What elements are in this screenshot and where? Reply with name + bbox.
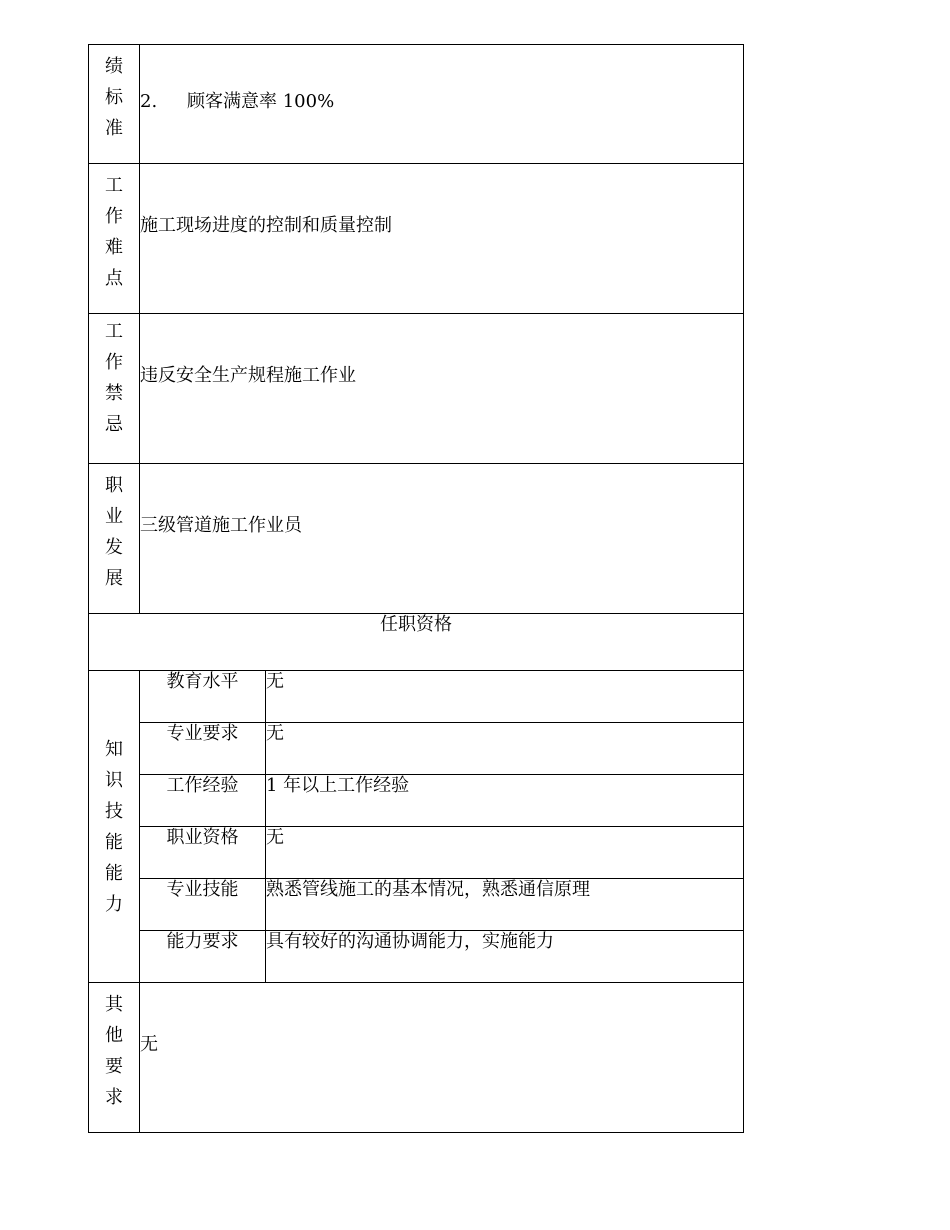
career-development-label-text: 职业发展 <box>105 475 123 589</box>
row-other-requirements <box>89 983 744 1133</box>
other-requirements-content <box>140 983 744 1133</box>
qualification-item-row <box>89 671 744 723</box>
job-description-sheet <box>88 44 743 1138</box>
professional-skill-label: 专业技能 <box>140 879 266 931</box>
qualification-item-row <box>89 931 744 983</box>
education-level-label: 教育水平 <box>140 671 266 723</box>
work-taboo-label-text: 工作禁忌 <box>105 321 123 435</box>
qualification-item-row <box>89 827 744 879</box>
other-requirements-text: 无 <box>140 1033 158 1055</box>
knowledge-skills-label-text: 知识技能能力 <box>105 738 123 915</box>
professional-skill-value: 熟悉管线施工的基本情况，熟悉通信原理 <box>266 879 744 931</box>
work-taboo-label <box>89 314 140 464</box>
major-requirement-label: 专业要求 <box>140 723 266 775</box>
qualification-title: 任职资格 <box>89 614 744 671</box>
work-difficulty-text: 施工现场进度的控制和质量控制 <box>140 214 392 236</box>
row-qualification-title <box>89 614 744 671</box>
performance-standard-number: 2. <box>140 91 158 113</box>
qualification-item-row <box>89 723 744 775</box>
career-development-label <box>89 464 140 614</box>
performance-standard-content <box>140 45 744 164</box>
professional-qualification-value: 无 <box>266 827 744 879</box>
work-difficulty-label <box>89 164 140 314</box>
other-requirements-label <box>89 983 140 1133</box>
knowledge-skills-label <box>89 671 140 983</box>
career-development-text: 三级管道施工作业员 <box>140 514 302 536</box>
work-experience-label: 工作经验 <box>140 775 266 827</box>
ability-requirement-value: 具有较好的沟通协调能力，实施能力 <box>266 931 744 983</box>
work-difficulty-label-text: 工作难点 <box>105 175 123 289</box>
performance-standard-text: 顾客满意率 100% <box>187 91 335 113</box>
performance-standard-line <box>140 91 743 113</box>
work-taboo-text: 违反安全生产规程施工作业 <box>140 364 356 386</box>
performance-standard-label-text: 绩标准 <box>105 56 123 139</box>
row-career-development <box>89 464 744 614</box>
performance-standard-label <box>89 45 140 164</box>
job-description-table <box>88 44 744 1133</box>
row-work-difficulty <box>89 164 744 314</box>
work-taboo-content <box>140 314 744 464</box>
major-requirement-value: 无 <box>266 723 744 775</box>
professional-qualification-label: 职业资格 <box>140 827 266 879</box>
other-requirements-label-text: 其他要求 <box>105 994 123 1108</box>
work-difficulty-content <box>140 164 744 314</box>
career-development-content <box>140 464 744 614</box>
ability-requirement-label: 能力要求 <box>140 931 266 983</box>
row-work-taboo <box>89 314 744 464</box>
education-level-value: 无 <box>266 671 744 723</box>
work-experience-value: 1 年以上工作经验 <box>266 775 744 827</box>
qualification-item-row <box>89 775 744 827</box>
qualification-item-row <box>89 879 744 931</box>
row-performance-standard <box>89 45 744 164</box>
